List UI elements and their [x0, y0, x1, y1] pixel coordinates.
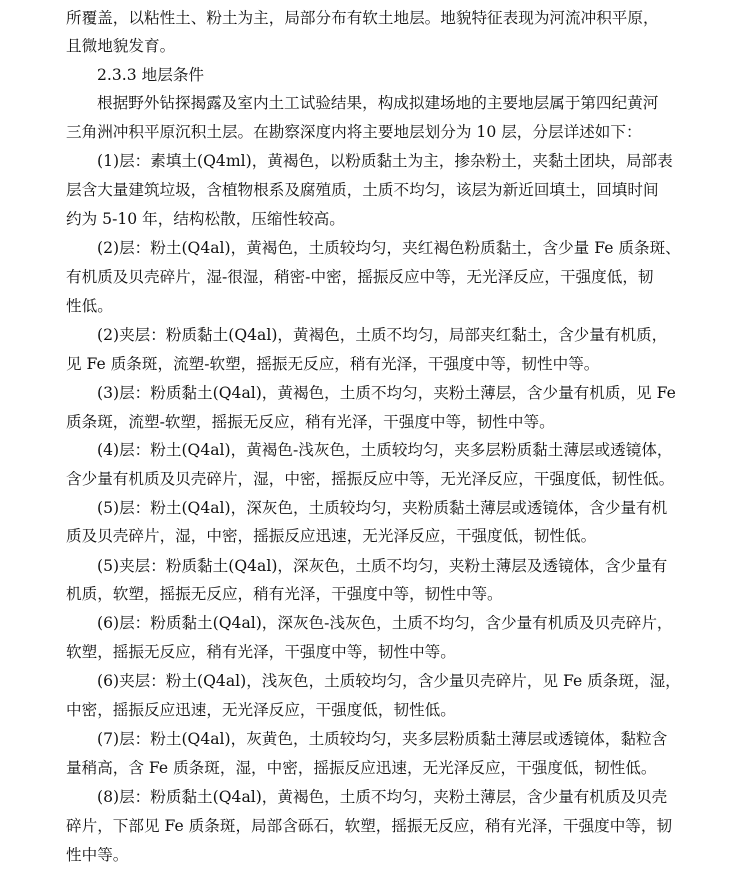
layer-1-line: (1)层：素填土(Q4ml)，黄褐色，以粉质黏土为主，掺杂粉土，夹黏土团块，局部表	[97, 152, 673, 170]
layer-2-line: (2)层：粉土(Q4al)，黄褐色，土质较均匀，夹红褐色粉质黏土，含少量 Fe 质条斑、	[97, 239, 681, 257]
layer-5-line: 质及贝壳碎片，湿，中密，摇振反应迅速，无光泽反应，干强度低，韧性低。	[66, 527, 597, 545]
section-heading: 2.3.3 地层条件	[97, 66, 205, 84]
layer-1-line: 层含大量建筑垃圾，含植物根系及腐殖质，土质不均匀，该层为新近回填土，回填时间	[66, 181, 659, 199]
layer-5-line: (5)层：粉土(Q4al)，深灰色，土质较均匀，夹粉质黏土薄层或透镜体，含少量有机	[97, 499, 668, 517]
layer-6-line: (6)层：粉质黏土(Q4al)，深灰色-浅灰色，土质不均匀，含少量有机质及贝壳碎片，	[97, 614, 673, 632]
layer-5-interlayer-line: (5)夹层：粉质黏土(Q4al)，深灰色，土质不均匀，夹粉土薄层及透镜体，含少量有	[97, 557, 668, 575]
layer-7-line: (7)层：粉土(Q4al)，灰黄色，土质较均匀，夹多层粉质黏土薄层或透镜体，黏粒含	[97, 730, 668, 748]
layer-7-line: 量稍高，含 Fe 质条斑，湿，中密，摇振反应迅速，无光泽反应，干强度低，韧性低。	[66, 759, 657, 777]
layer-2-interlayer-line: 见 Fe 质条斑，流塑-软塑，摇振无反应，稍有光泽，干强度中等，韧性中等。	[66, 355, 600, 373]
intro-line: 所覆盖，以粘性土、粉土为主，局部分布有软土地层。地貌特征表现为河流冲积平原，	[66, 9, 659, 27]
layer-4-line: (4)层：粉土(Q4al)，黄褐色-浅灰色，土质较均匀，夹多层粉质黏土薄层或透镜体，	[97, 441, 673, 459]
layer-8-line: 碎片，下部见 Fe 质条斑，局部含砾石，软塑，摇振无反应，稍有光泽，干强度中等，韧	[66, 817, 673, 835]
layer-5-interlayer-line: 机质，软塑，摇振无反应，稍有光泽，干强度中等，韧性中等。	[66, 585, 503, 603]
layer-4-line: 含少量有机质及贝壳碎片，湿，中密，摇振反应中等，无光泽反应，干强度低，韧性低。	[66, 470, 675, 488]
layer-6-line: 软塑，摇振无反应，稍有光泽，干强度中等，韧性中等。	[66, 643, 456, 661]
intro-line: 且微地貌发育。	[66, 37, 176, 55]
layer-2-line: 有机质及贝壳碎片，湿-很湿，稍密-中密，摇振反应中等，无光泽反应，干强度低，韧	[66, 268, 654, 286]
layer-3-line: 质条斑，流塑-软塑，摇振无反应，稍有光泽，干强度中等，韧性中等。	[66, 413, 555, 431]
layer-8-line: 性中等。	[66, 846, 129, 864]
layer-3-line: (3)层：粉质黏土(Q4al)，黄褐色，土质不均匀，夹粉土薄层，含少量有机质，见 Fe	[97, 384, 676, 402]
layer-1-line: 约为 5-10 年，结构松散，压缩性较高。	[66, 210, 345, 228]
layer-2-interlayer-line: (2)夹层：粉质黏土(Q4al)，黄褐色，土质不均匀，局部夹红黏土，含少量有机质，	[97, 326, 668, 344]
layer-6-interlayer-line: 中密，摇振反应迅速，无光泽反应，干强度低，韧性低。	[66, 701, 456, 719]
overview-line: 根据野外钻探揭露及室内土工试验结果，构成拟建场地的主要地层属于第四纪黄河	[97, 94, 659, 112]
layer-6-interlayer-line: (6)夹层：粉土(Q4al)，浅灰色，土质较均匀，含少量贝壳碎片，见 Fe 质条斑，湿，	[97, 672, 681, 690]
overview-line: 三角洲冲积平原沉积土层。在勘察深度内将主要地层划分为 10 层，分层详述如下：	[66, 123, 642, 141]
layer-2-line: 性低。	[66, 297, 113, 315]
layer-8-line: (8)层：粉质黏土(Q4al)，黄褐色，土质不均匀，夹粉土薄层，含少量有机质及贝壳	[97, 788, 668, 806]
